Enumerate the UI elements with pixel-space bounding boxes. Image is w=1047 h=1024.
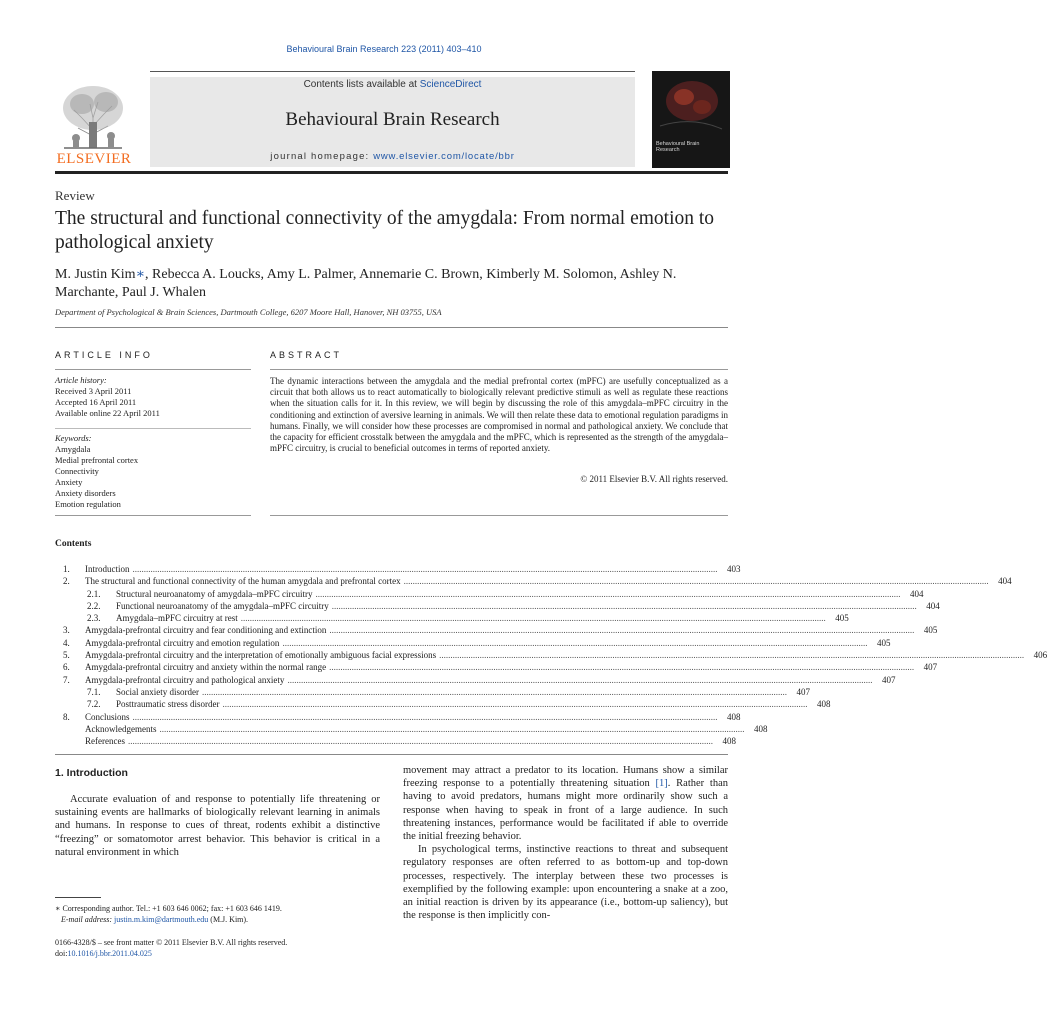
toc-entry-page: 407 [881,674,896,685]
toc-entry-number: 4. [63,637,70,648]
toc-entry-title[interactable]: Amygdala-prefrontal circuitry and anxiety within the normal range [85,662,327,673]
introduction-heading: 1. Introduction [55,767,128,779]
toc-dot-leader: .................................................................................................................................................................................................................................................................... [222,699,808,710]
toc-dot-leader: .................................................................................................................................................................................................................................................................... [439,650,1025,661]
toc-entry[interactable] [55,698,831,710]
abstract-copyright: © 2011 Elsevier B.V. All rights reserved. [580,474,728,484]
journal-title: Behavioural Brain Research [285,109,500,130]
toc-entry-page: 408 [727,711,741,722]
article-type: Review [55,188,95,203]
contents-available-line [150,79,635,90]
toc-entry-page: 403 [727,564,741,574]
homepage-prefix: journal homepage: [270,151,374,162]
toc-entry-number: 2.3. [87,613,101,624]
homepage-link[interactable]: www.elsevier.com/locate/bbr [373,151,515,162]
toc-entry-title[interactable]: References [85,736,125,747]
toc-entry-number: 7.2. [87,699,101,710]
toc-entry-number: 1. [63,564,70,574]
author-list [55,266,715,302]
corresponding-author-mark[interactable]: ∗ [135,267,146,282]
article-title: The structural and functional connectivity of the amygdala: From normal emotion to pathological anxiety [55,208,715,253]
toc-entry-page: 405 [923,625,938,636]
toc-entry[interactable] [55,612,849,624]
toc-dot-leader: .................................................................................................................................................................................................................................................................... [331,600,917,611]
toc-dot-leader: .................................................................................................................................................................................................................................................................... [132,711,718,722]
toc-entry-page: 404 [998,576,1012,587]
front-matter-info [55,937,380,959]
toc-entry-title[interactable]: Amygdala–mPFC circuitry at rest [116,613,238,624]
toc-entry-page: 405 [835,613,849,624]
right-column-text [403,764,728,922]
history-accepted: Accepted 16 April 2011 [55,397,137,407]
toc-entry-page: 404 [926,600,940,611]
toc-entry[interactable] [55,735,736,747]
body-text-segment: movement may attract a predator to its location. Humans show a similar freezing response to a potentially threatening situation [403,765,728,790]
author-affiliation: Department of Psychological & Brain Sciences, Dartmouth College, 6207 Moore Hall, Hanover, NH 03755, USA [55,307,442,317]
toc-entry-number: 5. [63,650,70,661]
history-online: Available online 22 April 2011 [55,408,160,418]
doi-line [55,948,380,959]
toc-entry-page: 406 [1033,650,1047,661]
doi-label: doi: [55,949,68,958]
journal-citation[interactable]: Behavioural Brain Research 223 (2011) 403–410 [286,44,482,54]
abstract-heading: ABSTRACT [270,350,343,360]
toc-dot-leader: .................................................................................................................................................................................................................................................................... [403,576,989,587]
article-info-top-rule [55,369,251,370]
toc-entry-page: 407 [796,686,810,697]
toc-dot-leader: .................................................................................................................................................................................................................................................................... [287,674,873,685]
footnote-rule [55,897,101,898]
toc-dot-leader: .................................................................................................................................................................................................................................................................... [315,588,901,599]
toc-entry-number: 7.1. [87,686,101,697]
toc-entry[interactable] [55,575,1012,587]
doi-link[interactable]: 10.1016/j.bbr.2011.04.025 [67,949,152,958]
header-bottom-rule [55,171,728,174]
toc-entry-title[interactable]: Acknowledgements [85,723,157,734]
toc-dot-leader: .................................................................................................................................................................................................................................................................... [127,736,713,747]
first-author[interactable]: M. Justin Kim [55,267,136,282]
toc-dot-leader: .................................................................................................................................................................................................................................................................... [282,637,868,648]
article-info-bottom-rule [55,515,251,516]
email-link[interactable]: justin.m.kim@dartmouth.edu [114,915,209,924]
contents-available-prefix: Contents lists available at [303,79,420,90]
keyword-item: Amygdala [55,444,91,454]
toc-entry[interactable] [55,711,741,723]
toc-entry-number: 7. [63,674,70,685]
toc-entry-page: 408 [722,736,736,747]
abstract-top-rule [270,369,728,370]
toc-dot-leader: .................................................................................................................................................................................................................................................................... [240,613,826,624]
issn-line: 0166-4328/$ – see front matter © 2011 Elsevier B.V. All rights reserved. [55,938,288,947]
keyword-item: Emotion regulation [55,499,121,509]
toc-entry[interactable] [55,661,938,673]
toc-entry-number: 6. [63,662,70,673]
history-label: Article history: [55,375,107,385]
toc-entry-number: 2.2. [87,600,101,611]
toc-entry-page: 408 [753,723,768,734]
toc-entry[interactable] [55,624,938,636]
toc-entry[interactable] [55,723,768,735]
body-text-segment: . Rather than having to avoid predators, humans might more ordinarily show such a response when having to speak in front of a large audience. In such threatening instances, performance would be facilitated if able to override the initial freezing behavior. [403,778,728,843]
toc-entry-title[interactable]: Amygdala-prefrontal circuitry and fear conditioning and extinction [85,625,327,636]
toc-entry-number [55,735,85,747]
toc-entry-page: 405 [876,637,891,648]
toc-entry[interactable] [55,600,940,612]
contents-bottom-rule [55,754,728,755]
toc-entry-page: 407 [923,662,938,673]
keyword-item: Medial prefrontal cortex [55,455,139,465]
email-suffix: (M.J. Kim). [208,915,249,924]
footnote-mark: ∗ [55,904,61,913]
contents-heading: Contents [55,539,92,549]
introduction-paragraph: Accurate evaluation of and response to potentially life threatening or sustaining events are hallmarks of biologically relevant learning in animals and humans. In response to cues of threat, rodents exhibit a distinctive “freezing” or somatomotor arrest behavior. This behavior is critical in a natural environment in which [55,794,380,858]
article-history [55,375,251,419]
toc-entry-page: 404 [909,588,924,599]
toc-entry-title[interactable]: Amygdala-prefrontal circuitry and the interpretation of emotionally ambiguous facial expressions [85,650,437,661]
keyword-list [55,433,251,510]
sciencedirect-link[interactable]: ScienceDirect [419,79,482,90]
body-paragraph: In psychological terms, instinctive reactions to threat and subsequent regulatory responses are often referred to as bottom-up and top-down processes, respectively. The interplay between these two processes is exemplified by the following example: upon encountering a snake at a zoo, an initial reaction is driven by its appearance (i.e., bottom-up saliency), but the response is then implicitly con- [403,844,728,922]
toc-entry-number: 8. [63,711,70,722]
toc-dot-leader: .................................................................................................................................................................................................................................................................... [201,686,787,697]
toc-entry[interactable] [55,649,1047,661]
journal-homepage-line [150,151,635,162]
toc-entry[interactable] [55,686,810,698]
toc-entry-number: 2.1. [87,588,101,599]
toc-entry-number: 2. [63,576,70,587]
toc-entry[interactable] [55,637,891,649]
keyword-item: Connectivity [55,466,99,476]
toc-entry-title[interactable]: Introduction [85,564,130,574]
body-paragraph [403,764,728,843]
article-info-divider [55,428,251,429]
toc-entry-page: 408 [816,699,831,710]
toc-dot-leader: .................................................................................................................................................................................................................................................................... [159,723,745,734]
cover-journal-name: Behavioural Brain Research [656,141,700,153]
email-label: E-mail address: [61,915,113,924]
other-authors: , Rebecca A. Loucks, Amy L. Palmer, Annemarie C. Brown, Kimberly M. Solomon, Ashley N. Marchante, Paul J. Whalen [55,267,677,300]
corresponding-author-footnote [55,903,380,925]
toc-entry-title[interactable]: Posttraumatic stress disorder [116,699,220,710]
toc-dot-leader: .................................................................................................................................................................................................................................................................... [132,564,718,574]
keywords-label: Keywords: [55,433,92,443]
toc-entry[interactable] [55,563,741,575]
keyword-item: Anxiety [55,477,83,487]
elsevier-wordmark: ELSEVIER [56,151,132,167]
toc-dot-leader: .................................................................................................................................................................................................................................................................... [329,662,915,673]
footnote-line [55,903,380,914]
history-received: Received 3 April 2011 [55,386,132,396]
journal-cover-thumbnail[interactable] [652,71,730,168]
footnote-email-line [55,914,380,925]
toc-entry-title[interactable]: Conclusions [85,711,130,722]
toc-entry-title[interactable]: The structural and functional connectivity of the human amygdala and prefrontal cortex [85,576,401,587]
toc-entry-number: 3. [63,625,70,636]
toc-entry-title[interactable]: Functional neuroanatomy of the amygdala–mPFC circuitry [116,600,329,611]
keyword-item: Anxiety disorders [55,488,116,498]
corresponding-author-contact: Corresponding author. Tel.: +1 603 646 0062; fax: +1 603 646 1419. [62,904,282,913]
toc-entry-title[interactable]: Social anxiety disorder [116,686,199,697]
toc-entry-title[interactable]: Amygdala-prefrontal circuitry and pathological anxiety [85,674,285,685]
toc-entry[interactable] [55,674,896,686]
toc-entry-number [55,723,85,735]
toc-entry-title[interactable]: Amygdala-prefrontal circuitry and emotion regulation [85,637,280,648]
toc-entry-title[interactable]: Structural neuroanatomy of amygdala–mPFC circuitry [116,588,313,599]
article-info-heading: ARTICLE INFO [55,350,153,360]
reference-link[interactable]: [1] [655,778,668,790]
cover-art-image [652,71,730,168]
abstract-text: The dynamic interactions between the amygdala and the medial prefrontal cortex (mPFC) are usefully conceptualized as a circuit that both allows us to react automatically to biologically relevant predictive stimuli as well as regulate these reactions when the situation calls for it. In this review, we will begin by discussing the role of this amygdala–mPFC circuitry in the conditioning and extinction of aversive learning in animals. We will then relate these data to emotional regulation paradigms in humans. Finally, we will consider how these processes are compromised in normal and pathological anxiety. We conclude that the capacity for efficient crosstalk between the amygdala and the mPFC, which is represented as the strength of the amygdala–mPFC circuitry, is crucial to beneficial outcomes in terms of reported anxiety. [270,376,728,454]
header-top-rule [150,71,635,72]
toc-dot-leader: .................................................................................................................................................................................................................................................................... [329,625,915,636]
toc-entry[interactable] [55,588,924,600]
abstract-bottom-rule [270,515,728,516]
table-of-contents [55,563,1047,747]
article-head-rule [55,327,728,328]
